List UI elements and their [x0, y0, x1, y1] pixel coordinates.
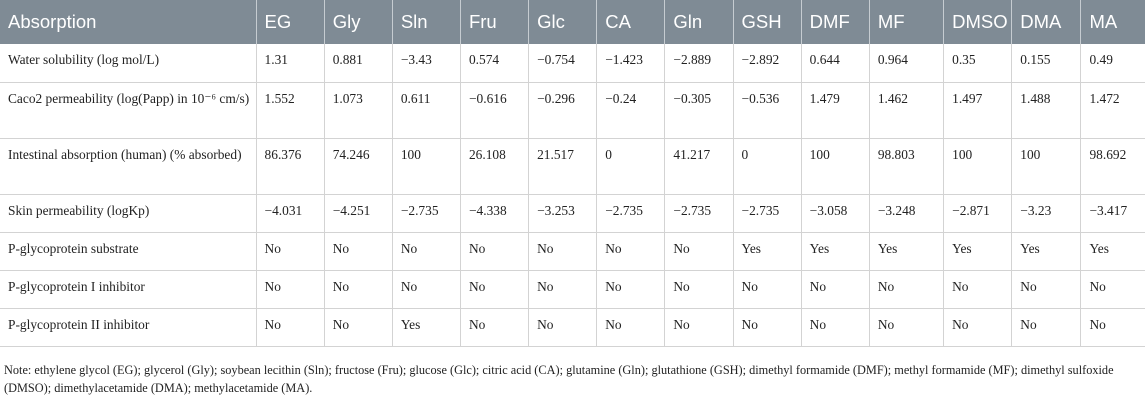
table-cell: No	[597, 308, 665, 346]
header-row	[0, 0, 1145, 44]
table-cell: No	[665, 270, 733, 308]
table-cell: Yes	[1012, 232, 1081, 270]
table-row	[0, 270, 1145, 308]
table-cell: 1.472	[1081, 82, 1145, 138]
table-cell: No	[256, 270, 324, 308]
table-cell: No	[256, 308, 324, 346]
table-cell: No	[733, 308, 801, 346]
table-cell: −4.251	[324, 194, 392, 232]
row-label: Water solubility (log mol/L)	[0, 44, 256, 82]
row-label: P-glycoprotein I inhibitor	[0, 270, 256, 308]
table-cell: −2.735	[665, 194, 733, 232]
table-cell: 0.964	[869, 44, 943, 82]
table-cell: 0	[733, 138, 801, 194]
table-cell: 1.552	[256, 82, 324, 138]
column-header: Gln	[665, 0, 733, 44]
table-cell: −3.417	[1081, 194, 1145, 232]
table-cell: −3.248	[869, 194, 943, 232]
table-cell: 0.49	[1081, 44, 1145, 82]
table-cell: 1.479	[801, 82, 869, 138]
table-cell: No	[1081, 270, 1145, 308]
table-cell: 1.31	[256, 44, 324, 82]
table-cell: 0.155	[1012, 44, 1081, 82]
table-cell: 0	[597, 138, 665, 194]
table-cell: 100	[801, 138, 869, 194]
table-cell: No	[665, 308, 733, 346]
table-cell: −3.43	[392, 44, 460, 82]
table-cell: −4.338	[460, 194, 528, 232]
table-cell: −0.536	[733, 82, 801, 138]
table-cell: −0.24	[597, 82, 665, 138]
column-header: EG	[256, 0, 324, 44]
table-cell: 1.073	[324, 82, 392, 138]
table-cell: No	[869, 308, 943, 346]
table-cell: Yes	[733, 232, 801, 270]
table-row	[0, 82, 1145, 138]
table-cell: No	[597, 232, 665, 270]
table-cell: Yes	[944, 232, 1012, 270]
table-cell: 21.517	[529, 138, 597, 194]
table-cell: 0.611	[392, 82, 460, 138]
table-cell: No	[256, 232, 324, 270]
table-cell: 0.881	[324, 44, 392, 82]
table-cell: −0.616	[460, 82, 528, 138]
row-label: Skin permeability (logKp)	[0, 194, 256, 232]
table-cell: No	[392, 232, 460, 270]
table-cell: −2.892	[733, 44, 801, 82]
table-cell: 26.108	[460, 138, 528, 194]
table-cell: No	[1012, 308, 1081, 346]
table-cell: −2.871	[944, 194, 1012, 232]
table-cell: Yes	[869, 232, 943, 270]
column-header: Glc	[529, 0, 597, 44]
table-cell: No	[529, 232, 597, 270]
table-cell: Yes	[392, 308, 460, 346]
table-cell: −2.889	[665, 44, 733, 82]
table-cell: No	[597, 270, 665, 308]
table-cell: No	[460, 308, 528, 346]
table-cell: −3.253	[529, 194, 597, 232]
table-cell: Yes	[1081, 232, 1145, 270]
table-row	[0, 138, 1145, 194]
table-cell: −0.305	[665, 82, 733, 138]
table-cell: 98.803	[869, 138, 943, 194]
column-header: DMA	[1012, 0, 1081, 44]
table-cell: No	[460, 232, 528, 270]
table-cell: No	[529, 308, 597, 346]
table-cell: 100	[944, 138, 1012, 194]
row-label: P-glycoprotein substrate	[0, 232, 256, 270]
table-cell: No	[801, 308, 869, 346]
table-cell: −3.058	[801, 194, 869, 232]
column-header: Fru	[460, 0, 528, 44]
table-cell: No	[944, 308, 1012, 346]
column-header: MF	[869, 0, 943, 44]
table-cell: −3.23	[1012, 194, 1081, 232]
table-cell: 98.692	[1081, 138, 1145, 194]
column-header: Sln	[392, 0, 460, 44]
table-cell: Yes	[801, 232, 869, 270]
table-cell: No	[392, 270, 460, 308]
table-row	[0, 308, 1145, 346]
table-row	[0, 194, 1145, 232]
table-cell: 74.246	[324, 138, 392, 194]
table-cell: 41.217	[665, 138, 733, 194]
table-cell: −2.735	[597, 194, 665, 232]
table-row	[0, 232, 1145, 270]
table-cell: 100	[392, 138, 460, 194]
table-cell: 100	[1012, 138, 1081, 194]
table-cell: −2.735	[733, 194, 801, 232]
table-cell: −0.754	[529, 44, 597, 82]
table-cell: No	[665, 232, 733, 270]
table-cell: 86.376	[256, 138, 324, 194]
table-cell: No	[1012, 270, 1081, 308]
table-cell: No	[869, 270, 943, 308]
column-header: DMSO	[944, 0, 1012, 44]
column-header: GSH	[733, 0, 801, 44]
row-label: P-glycoprotein II inhibitor	[0, 308, 256, 346]
table-row	[0, 44, 1145, 82]
row-label: Intestinal absorption (human) (% absorbed)	[0, 138, 256, 194]
table-cell: No	[801, 270, 869, 308]
table-cell: −1.423	[597, 44, 665, 82]
column-header: MA	[1089, 11, 1118, 32]
table-footnote: Note: ethylene glycol (EG); glycerol (Gly); soybean lecithin (Sln); fructose (Fru); glucose (Glc); citric acid (CA); glutamine (Gln); glutathione (GSH); dimethyl formamide (DMF); methyl formamide (MF); dimethyl sulfoxide (DMSO); dimethylacetamide (DMA); methylacetamide (MA).	[4, 363, 1114, 395]
table-cell: −0.296	[529, 82, 597, 138]
table-cell: No	[1081, 308, 1145, 346]
table-cell: −2.735	[392, 194, 460, 232]
table-cell: No	[733, 270, 801, 308]
column-header: Gly	[324, 0, 392, 44]
table-cell: 1.488	[1012, 82, 1081, 138]
table-cell: 1.462	[869, 82, 943, 138]
table-cell: No	[944, 270, 1012, 308]
table-cell: No	[324, 308, 392, 346]
table-cell: No	[460, 270, 528, 308]
column-header: DMF	[801, 0, 869, 44]
table-cell: No	[324, 232, 392, 270]
row-label: Caco2 permeability (log(Papp) in 10⁻⁶ cm/s)	[0, 82, 256, 138]
table-cell: No	[324, 270, 392, 308]
table-cell: 0.35	[944, 44, 1012, 82]
table-cell: 0.574	[460, 44, 528, 82]
column-header: Absorption	[0, 0, 256, 44]
table-cell: 0.644	[801, 44, 869, 82]
table-cell: 1.497	[944, 82, 1012, 138]
column-header: CA	[597, 0, 665, 44]
table-cell: No	[529, 270, 597, 308]
table-cell: −4.031	[256, 194, 324, 232]
